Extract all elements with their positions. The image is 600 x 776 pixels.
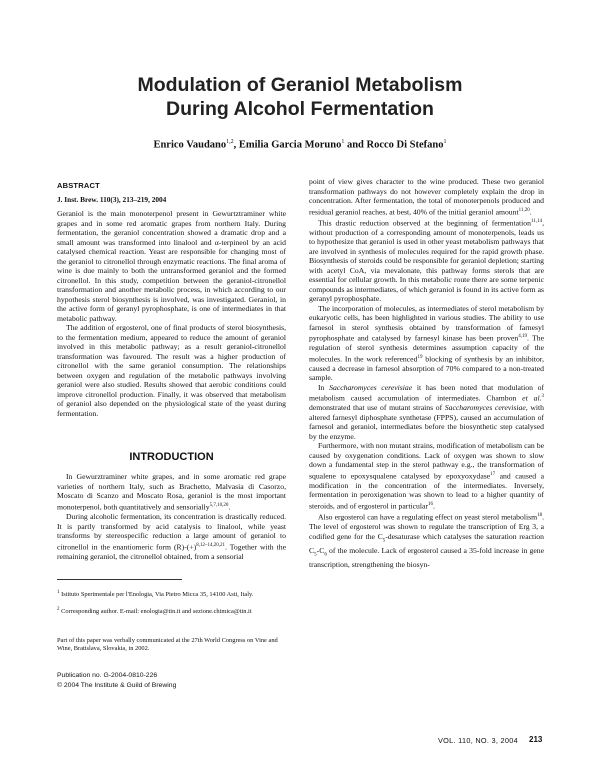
right-column-body: [309, 177, 544, 569]
body-paragraph: [309, 511, 544, 569]
footnote-text: Istituto Sperimentale per l'Enologia, Via Pietro Micca 35, 14100 Asti, Italy.: [61, 591, 254, 599]
footnote-sup: 1: [57, 590, 60, 595]
species-name: Saccharomyces cerevisiae,: [444, 403, 528, 413]
reference-sup: 4,19: [518, 334, 527, 340]
introduction-body: [57, 472, 286, 561]
footnote-divider: [57, 579, 182, 580]
body-text: Furthermore, with non mutant strains, modification of metabolism can be caused by oxygenation conditions. Lack of oxygen was shown to slow down a fundamental step in the sterol pathway e.g., the transformation of squalene to epoxysqualene catalysed by epoxyoxydase: [309, 441, 544, 481]
body-text: of the molecule. Lack of ergosterol caused a 35-fold increase in gene transcription, strengthening the biosyn-: [309, 545, 544, 569]
reference-sup: 3: [541, 394, 545, 400]
reference-sup: 16: [427, 501, 433, 507]
abstract-heading: ABSTRACT: [57, 181, 100, 190]
intro-text: In Gewurztraminer white grapes, and in some aromatic red grape varieties of northern Italy, such as Brachetto, Malvasia di Casorzo, Moscato di Scanzo and Moscato Rosa, geraniol is the most important monoterpenol, both quantitatively and sensorially: [57, 472, 286, 512]
article-title-line-1: Modulation of Geraniol Metabolism: [137, 74, 463, 96]
body-text: Also ergosterol can have a regulating effect on yeast sterol metabolism: [318, 512, 538, 522]
reference-sup: 11,20: [518, 207, 530, 213]
reference-sup: 19: [417, 354, 423, 360]
author-affiliation-sup: 1: [341, 139, 345, 145]
intro-text: .: [228, 502, 231, 512]
body-text: . The level of ergosterol was shown to regulate the transcription of Erg 3, a codified gene for the C: [309, 512, 544, 541]
author-separator: ,: [233, 139, 239, 151]
author-list: [40, 139, 560, 151]
body-paragraph: [309, 217, 544, 304]
author-affiliation-sup: 1,2: [226, 139, 234, 145]
body-text: demonstrated that use of mutant strains of: [309, 403, 445, 413]
author-name: Rocco Di Stefano: [366, 139, 444, 151]
abstract-paragraph: The addition of ergosterol, one of final products of sterol biosynthesis, to the fermentation medium, appeared to reduce the amount of geraniol involved in this metabolic pathway; as a result geraniol-citronellol transformation was favoured. The result was a higher production of citronellol with the same geraniol consumption. The relationships between oxygen and regulation of the metabolic pathways involving geraniol were also studied. Results showed that aerobic conditions could improve citronellol production. Finally, it was observed that metabolism of geraniol also depended on the physiological state of the yeast during fermentation.: [57, 323, 286, 418]
body-text: .: [529, 207, 532, 217]
volume-footer: VOL. 110, NO. 3, 2004: [438, 736, 518, 745]
body-text: -C: [316, 545, 325, 555]
reference-sup: 5,7,10,20: [209, 502, 229, 508]
body-text: with altered farnesyl diphosphate synthetase (FPPS), caused an accumulation of farnesol and geraniol, intermediates before the biosynthetic step catalysed by the enzyme.: [309, 403, 545, 441]
body-paragraph: [309, 304, 544, 383]
reference-sup: 8,12–14,20,21: [196, 542, 225, 548]
body-text: The incorporation of molecules, as intermediates of sterol metabolism by eukaryotic cells, has been highlighted in various studies. The ability to use farnesol in sterol synthesis obtained by transformation of farnesyl pyrophosphate and catalysed by farnesyl kinase has been proven: [309, 303, 544, 343]
footnote-affiliation: [57, 589, 286, 599]
intro-paragraph: [57, 512, 286, 562]
et-al: et al.: [522, 393, 542, 403]
body-text: blocking of synthesis by an inhibitor, caused a decrease in farnesol absorption of 70% compared to a non-treated sample.: [309, 354, 544, 383]
author-name: Emilia Garcia Moruno: [238, 139, 342, 151]
abstract-body: [57, 209, 286, 418]
body-text: point of view gives character to the wine produced. These two geraniol transformation pathways do not however completely explain the drop in concentration. After fermentation, the total of monoterpenols produced and residual geraniol reaches, at best, 40% of the initial geraniol amount: [309, 177, 544, 217]
body-paragraph: In Saccharomyces cerevisiae it has been noted that modulation of metabolism caused accumulation of intermediates. Chambon et al.$^3$ demonstrated that use of mutant strains of Saccharomyces cerevisiae, with altered farnesyl diphosphate synthetase (FPPS), caused an accumulation of farnesol and geraniol, intermediates before the biosynthetic step catalysed by the enzyme.: [309, 382, 545, 441]
body-paragraph: [309, 177, 544, 217]
footnote-sup: 2: [57, 607, 60, 612]
body-text: This drastic reduction observed at the beginning of fermentation: [318, 218, 531, 228]
body-text: .: [432, 501, 435, 511]
author-name: Enrico Vaudano: [153, 139, 227, 151]
author-separator: and: [344, 139, 367, 151]
reference-sup: 17: [490, 471, 496, 477]
introduction-heading: INTRODUCTION: [129, 451, 214, 463]
copyright-notice: © 2004 The Institute & Guild of Brewing: [57, 682, 177, 689]
footnote-congress-note: Part of this paper was verbally communicated at the 27th World Congress on Vine and Wine, Bratislava, Slovakia, in 2002.: [57, 637, 278, 653]
journal-citation: J. Inst. Brew. 110(3), 213–219, 2004: [57, 195, 167, 204]
body-text: -desaturase which catalyses the saturation reaction C: [309, 531, 544, 555]
subscript: 6: [324, 552, 327, 558]
publication-info: [57, 671, 176, 691]
publication-number: Publication no. G-2004-0810-226: [57, 672, 158, 679]
body-paragraph: [309, 441, 544, 511]
page-number: 213: [529, 735, 543, 744]
intro-paragraph: [57, 472, 286, 512]
species-name: Saccharomyces cerevisiae: [329, 382, 413, 392]
body-text: it has been noted that modulation of metabolism caused accumulation of intermediates. Chambon: [309, 382, 545, 403]
abstract-paragraph: Geraniol is the main monoterpenol present in Gewurtztraminer white grapes and in some red aromatic grapes from northern Italy. During fermentation, the geraniol concentration showed a dramatic drop and a small amount was transformed into linalool and α-terpineol by an acid catalysed chemical reaction. Yeast are responsible for changing most of the geraniol to citronellol through enzymatic reactions. The final aroma of wine is due mainly to both the untransformed geraniol and the formed citronellol. In this study, competition between the geraniol-citronellol transformation and another metabolic process, in which according to our hypothesis sterol biosynthesis is involved, was investigated. Geraniol, in the active form of geranyl pyrophosphate, is one of intermediates in that metabolic pathway.: [57, 209, 286, 323]
author-affiliation-sup: 1: [443, 139, 447, 145]
body-text: and caused a modification in the concentration of the intermediates. Inversely, fermentation in peroxigenation was shown to lead to a higher quantity of steroids, and of ergosterol in particular: [309, 471, 544, 511]
reference-sup: 11,14: [531, 218, 543, 224]
intro-text: During alcoholic fermentation, its concentration is drastically reduced. It is partly transformed by acid catalysis to linalool, while yeast transforms by stereospecific reduction a large amount of geraniol to citronellol in the enantiomeric form (R)-(+): [57, 511, 286, 552]
body-text: , without production of a corresponding amount of monoterpenols, leads us to hypothesize that geraniol is used in other yeast metabolism pathways that are involved in synthesis of molecules required for the rapid growth phase. Biosynthesis of steroids could be responsible for geraniol depletion; starting with acetyl CoA, via mevalonate, this pathway forms sterols that are essential for cellular growth. In this metabolic route there are some terpenic compounds as intermediates, of which geraniol is found in its active form as geranyl pyrophosphate.: [309, 218, 544, 304]
footnote-text: Corresponding author. E-mail: enologia@tin.it and sezione.chimica@tin.it: [61, 608, 252, 616]
reference-sup: 18: [537, 512, 543, 518]
subscript: 5: [382, 538, 386, 544]
body-text: . The regulation of sterol synthesis determines assumption capacity of the molecules. In the work referenced: [309, 333, 544, 364]
article-title-line-2: During Alcohol Fermentation: [166, 98, 434, 120]
subscript: 5: [314, 552, 317, 558]
footnote-corresponding-author: [57, 606, 286, 616]
intro-text: . Together with the remaining geraniol, the citronellol obtained, from a sensorial: [57, 542, 286, 561]
